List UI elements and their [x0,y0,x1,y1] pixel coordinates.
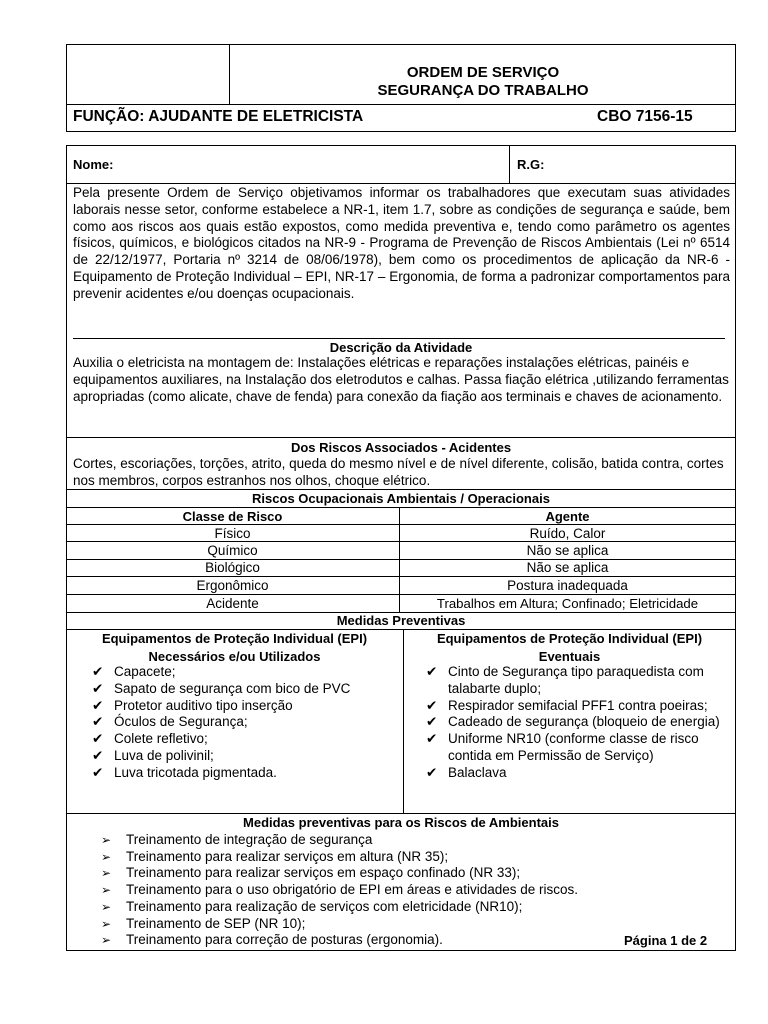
check-icon: ✔ [92,764,104,780]
name-label: Nome: [73,157,114,172]
preventive-measures-title: Medidas Preventivas [336,613,466,628]
agent-cell: Postura inadequada [507,578,628,593]
name-rg-divider [509,145,510,183]
check-icon: ✔ [92,680,104,696]
check-icon: ✔ [426,714,438,730]
function-label: FUNÇÃO: AJUDANTE DE ELETRICISTA [73,108,364,125]
env-measures-list [101,832,621,949]
list-item: ➢ Treinamento para realização de serviços com eletricidade (NR10); [101,898,523,914]
epi-required-list [92,664,397,782]
divider [66,489,736,490]
check-icon: ✔ [92,714,104,730]
epi-occasional-title: Equipamentos de Proteção Individual (EPI) Eventuais [436,631,703,664]
check-icon: ✔ [92,731,104,747]
arrow-icon: ➢ [101,866,112,881]
divider [66,183,736,184]
check-icon: ✔ [426,697,438,713]
list-item: ✔ Colete refletivo; [92,731,208,747]
env-measures-title: Medidas preventivas para os Riscos de Ambientais [243,815,559,830]
list-item: ✔ Uniforme NR10 (conforme classe de risco contida em Permissão de Serviço) [426,731,699,763]
list-item: ✔ Cadeado de segurança (bloqueio de energia) [426,714,720,730]
list-item: ➢ Treinamento de SEP (NR 10); [101,915,306,931]
document-title: ORDEM DE SERVIÇO [406,64,560,81]
check-icon: ✔ [92,697,104,713]
activity-description: Auxilia o eletricista na montagem de: Instalações elétricas e reparações instalações elétricas, painéis e equipamentos auxiliares, na Instalação dos eletrodutos e calhas. Passa fiação elétrica ,utilizando ferramentas apropriadas (como alicate, chave de fenda) para conexão da fiação aos terminais e chaves de acionamento. [73,355,729,404]
list-item: ✔ Protetor auditivo tipo inserção [92,697,293,713]
activity-title: Descrição da Atividade [329,340,473,355]
agent-cell: Não se aplica [526,543,609,558]
risks-title: Dos Riscos Associados - Acidentes [290,440,512,455]
arrow-icon: ➢ [101,933,112,948]
list-item: ✔ Cinto de Segurança tipo paraquedista com talabarte duplo; [426,664,704,696]
list-item: ➢ Treinamento para correção de posturas (ergonomia). [101,932,443,948]
arrow-icon: ➢ [101,899,112,914]
divider [66,437,736,438]
list-item: ✔ Balaclava [426,764,507,780]
document-subtitle: SEGURANÇA DO TRABALHO [377,82,589,99]
list-item: ✔ Respirador semifacial PFF1 contra poeiras; [426,697,708,713]
agent-cell: Não se aplica [526,560,609,575]
page-number: Página 1 de 2 [624,933,708,948]
list-item: ➢ Treinamento de integração de segurança [101,832,373,847]
agent-cell: Trabalhos em Altura; Confinado; Eletricidade [436,596,699,611]
check-icon: ✔ [92,747,104,763]
arrow-icon: ➢ [101,849,112,864]
check-icon: ✔ [426,764,438,780]
arrow-icon: ➢ [101,916,112,931]
list-item: ✔ Luva tricotada pigmentada. [92,764,277,780]
check-icon: ✔ [426,664,438,679]
list-item: ➢ Treinamento para o uso obrigatório de EPI em áreas e atividades de riscos. [101,882,578,898]
arrow-icon: ➢ [101,883,112,898]
epi-required-title: Equipamentos de Proteção Individual (EPI) Necessários e/ou Utilizados [101,631,368,664]
risk-class-cell: Ergonômico [196,578,269,593]
risk-class-cell: Acidente [206,596,259,611]
agent-cell: Ruído, Calor [529,526,606,541]
risk-class-cell: Químico [207,543,258,558]
risk-class-cell: Físico [214,526,251,541]
occupational-risks-title: Riscos Ocupacionais Ambientais / Operacionais [252,491,550,506]
risk-class-cell: Biológico [205,560,260,575]
rg-label: R.G: [517,157,545,172]
list-item: ✔ Capacete; [92,664,176,679]
risks-description: Cortes, escoriações, torções, atrito, queda do mesmo nível e de nível diferente, colisão, batida contra, cortes nos membros, corpos estranhos nos olhos, choque elétrico. [73,456,724,488]
cbo-code: CBO 7156-15 [597,108,693,125]
risk-class-header: Classe de Risco [182,509,283,524]
list-item: ➢ Treinamento para realizar serviços em altura (NR 35); [101,848,449,864]
separator-line [73,338,725,339]
agent-header: Agente [545,509,590,524]
divider [66,813,736,814]
list-item: ✔ Óculos de Segurança; [92,714,248,730]
check-icon: ✔ [426,731,438,747]
logo-cell [66,44,230,104]
list-item: ✔ Luva de polivinil; [92,747,214,763]
check-icon: ✔ [92,664,104,679]
intro-paragraph: Pela presente Ordem de Serviço objetivamos informar os trabalhadores que executam suas atividades laborais nesse setor, conforme estabelece a NR-1, item 1.7, sobre as condições de segurança e saúde, bem como aos riscos aos quais estão expostos, como medida preventiva e, tendo como parâmetro os agentes físicos, químicos, e biológicos citados na NR-9 - Programa de Prevenção de Riscos Ambientais (Lei nº 6514 de 22/12/1977, Portaria nº 3214 de 08/06/1978), bem como os procedimentos de aplicação da NR-6 - Equipamento de Proteção Individual – EPI, NR-17 – Ergonomia, de forma a padronizar comportamentos para prevenir acidentes e/ou doenças ocupacionais. [73,185,730,301]
list-item: ➢ Treinamento para realizar serviços em espaço confinado (NR 33); [101,865,521,881]
epi-occasional-list [426,664,728,782]
list-item: ✔ Sapato de segurança com bico de PVC [92,680,351,696]
arrow-icon: ➢ [101,833,112,847]
